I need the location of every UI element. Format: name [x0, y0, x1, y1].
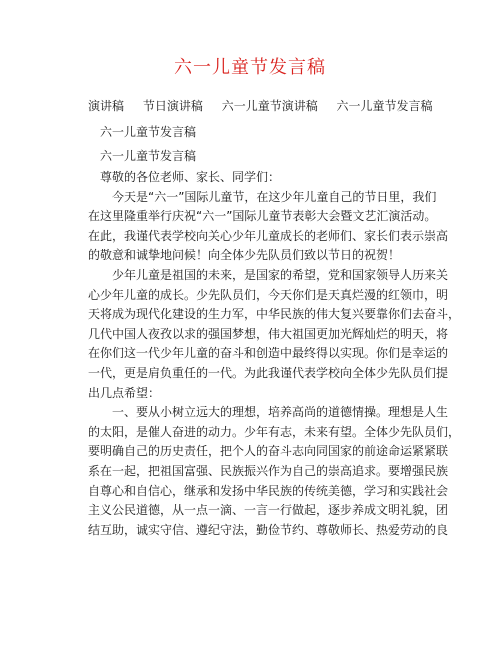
tag-line	[88, 98, 448, 114]
text-line: 尊敬的各位老师、家长、同学们：	[100, 170, 281, 184]
tag: 演讲稿	[88, 99, 125, 113]
document-body	[88, 168, 461, 540]
text-line: 几代中国人夜孜以求的强国梦想，伟大祖国更加光辉灿烂的明天，将	[88, 326, 449, 341]
tag: 节日演讲稿	[142, 99, 203, 113]
text-line: 出几点希望：	[88, 385, 161, 400]
salutation	[88, 168, 418, 188]
document-title: 六一儿童节发言稿	[174, 57, 326, 78]
sub-title: 六一儿童节发言稿	[100, 149, 197, 163]
text-line: 在这里隆重举行庆祝“六一”国际儿童节表彰大会暨文艺汇演活动。	[88, 209, 437, 224]
text-line: 心少年儿童的成长。少先队员们，今天你们是天真烂漫的红领巾，明	[88, 287, 449, 302]
text-line: 一、要从小树立远大的理想，培养高尚的道德情操。理想是人生	[112, 405, 449, 420]
text-line: 在此，我谨代表学校向关心少年儿童成长的老师们、家长们表示崇高	[88, 228, 449, 243]
text-line: 要明确自己的历史责任，把个人的奋斗志向同国家的前途命运紧紧联	[88, 444, 449, 459]
paragraph-2	[88, 266, 461, 403]
text-line: 天将成为现代化建设的生力军，中华民族的伟大复兴要靠你们去奋斗，	[88, 307, 461, 322]
tag: 六一儿童节演讲稿	[221, 99, 318, 113]
text-line: 自尊心和自信心，继承和发扬中华民族的传统美德，学习和实践社会	[88, 483, 449, 498]
text-line: 一代，更是肩负重任的一代。为此我谨代表学校向全体少先队员们提	[88, 365, 449, 380]
text-line: 主义公民道德，从一点一滴、一言一行做起，逐步养成文明礼貌，团	[88, 503, 449, 518]
paragraph-3	[88, 403, 461, 540]
text-line: 少年儿童是祖国的未来，是国家的希望，党和国家领导人历来关	[112, 267, 449, 282]
paragraph-1	[88, 188, 449, 266]
text-line: 结互助，诚实守信、遵纪守法，勤俭节约、尊敬师长、热爱劳动的良	[88, 522, 449, 537]
text-line: 今天是“六一”国际儿童节，在这少年儿童自己的节日里，我们	[112, 189, 437, 204]
sub-title: 六一儿童节发言稿	[100, 125, 197, 139]
text-line: 的敬意和诚挚地问候！向全体少先队员们致以节日的祝贺！	[88, 248, 401, 263]
text-line: 在你们这一代少年儿童的奋斗和创造中最终得以实现。你们是幸运的	[88, 346, 449, 361]
text-line: 系在一起，把祖国富强、民族振兴作为自己的崇高追求。要增强民族	[88, 463, 449, 478]
tag: 六一儿童节发言稿	[336, 99, 433, 113]
text-line: 的太阳，是催人奋进的动力。少年有志，未来有望。全体少先队员们，	[88, 424, 461, 439]
